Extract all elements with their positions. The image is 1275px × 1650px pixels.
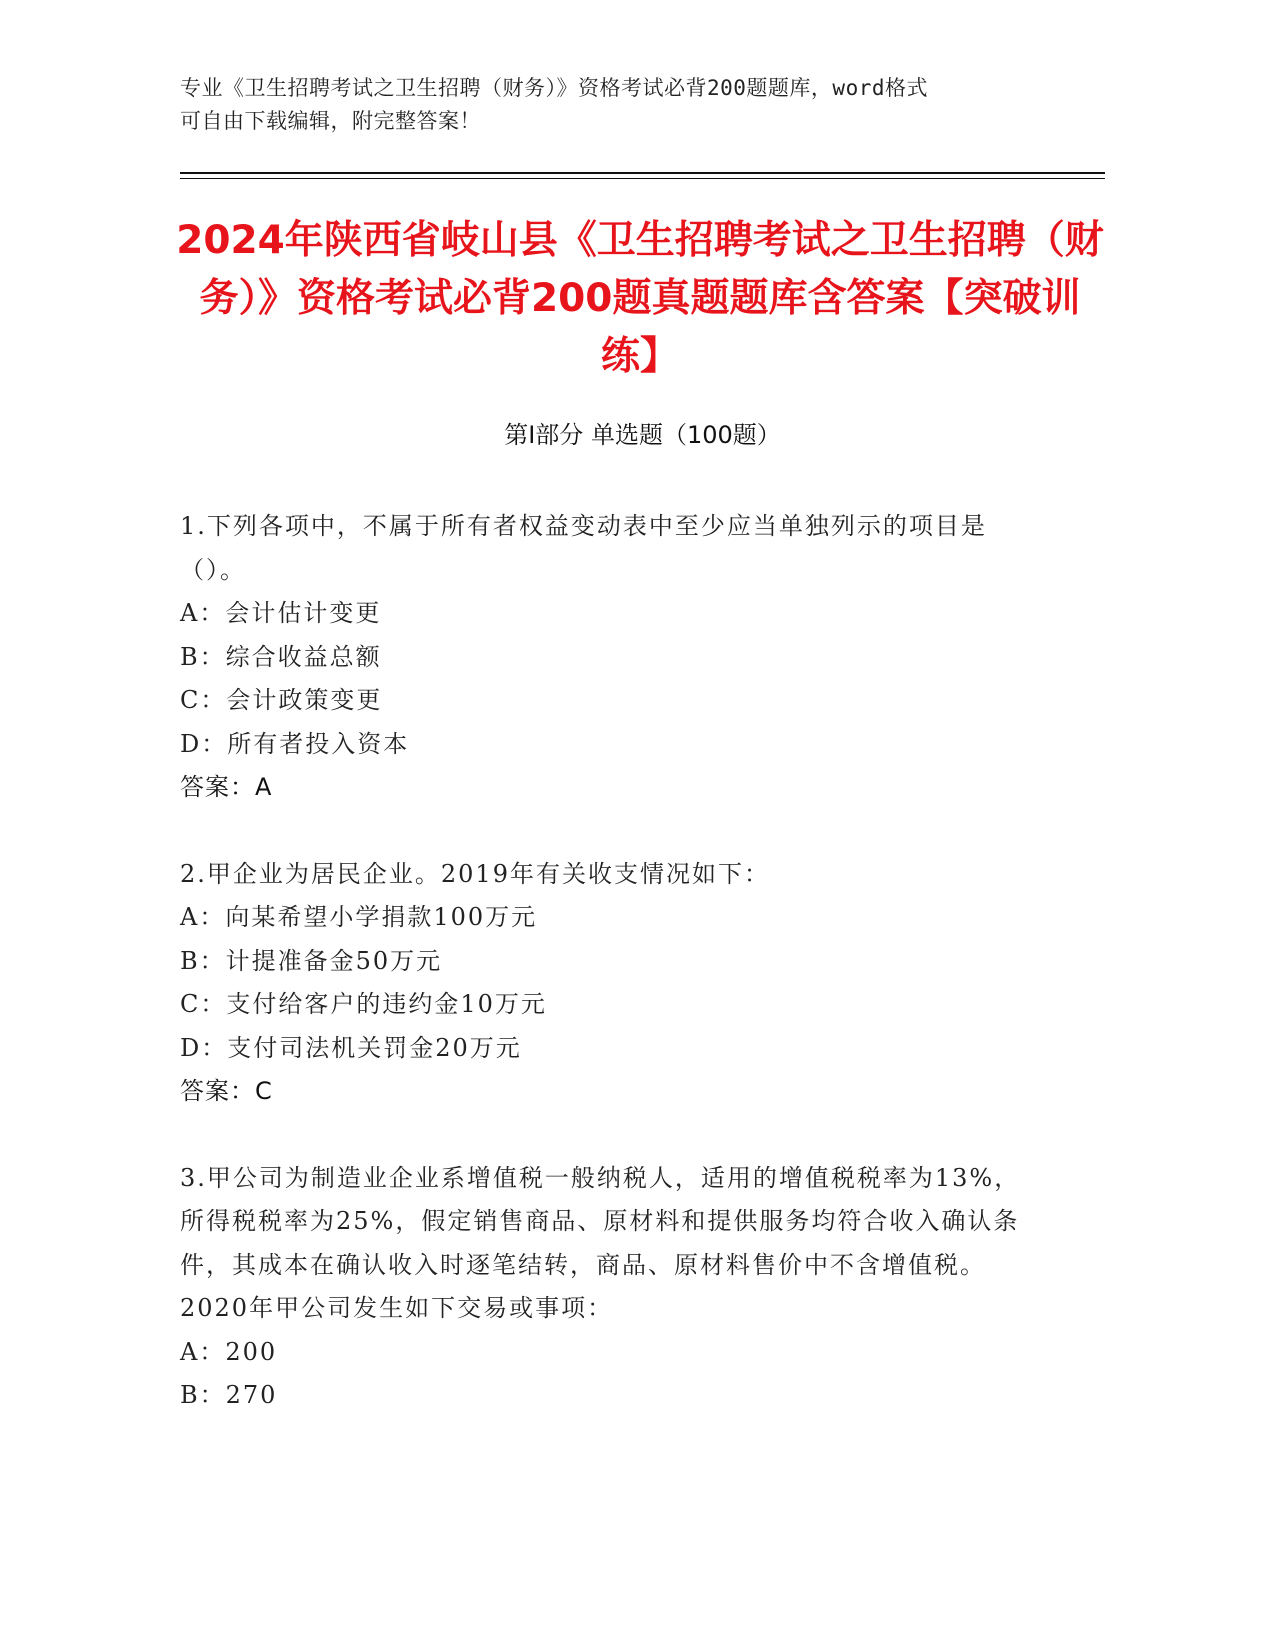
option-a: A：向某希望小学捐款100万元	[180, 903, 538, 931]
question-1	[180, 505, 1030, 810]
option-a: A：会计估计变更	[180, 599, 382, 627]
option-a: A：200	[180, 1337, 278, 1366]
document-title: 2024年陕西省岐山县《卫生招聘考试之卫生招聘（财务）》资格考试必背200题真题题库含答案【突破训练】	[176, 218, 1104, 379]
answer: 答案：A	[180, 773, 273, 801]
header-note	[180, 72, 1060, 138]
question-list	[180, 505, 1030, 1461]
option-d: D：支付司法机关罚金20万元	[180, 1033, 522, 1062]
question-stem: 2.甲企业为居民企业。2019年有关收支情况如下：	[180, 859, 770, 888]
option-d: D：所有者投入资本	[180, 729, 410, 758]
header-note-line-2: 可自由下载编辑，附完整答案！	[180, 109, 481, 133]
question-2	[180, 853, 1030, 1114]
header-note-line-1: 专业《卫生招聘考试之卫生招聘（财务）》资格考试必背200题题库，word格式	[180, 76, 928, 100]
header-divider-thin	[180, 178, 1105, 179]
option-c: C：支付给客户的违约金10万元	[180, 990, 547, 1018]
answer: 答案：C	[180, 1077, 273, 1105]
option-c: C：会计政策变更	[180, 686, 383, 714]
question-stem: 3.甲公司为制造业企业系增值税一般纳税人，适用的增值税税率为13%，所得税税率为25%，假定销售商品、原材料和提供服务均符合收入确认条件，其成本在确认收入时逐笔结转，商品、原材料售价中不含增值税。2020年甲公司发生如下交易或事项：	[180, 1163, 1021, 1322]
question-stem: 1.下列各项中，不属于所有者权益变动表中至少应当单独列示的项目是（）。	[180, 512, 987, 584]
option-b: B：综合收益总额	[180, 642, 382, 671]
option-b: B：计提准备金50万元	[180, 946, 443, 975]
header-divider-thick	[180, 172, 1105, 174]
option-b: B：270	[180, 1381, 278, 1409]
section-heading: 第I部分 单选题（100题）	[504, 421, 781, 449]
question-3	[180, 1157, 1030, 1418]
